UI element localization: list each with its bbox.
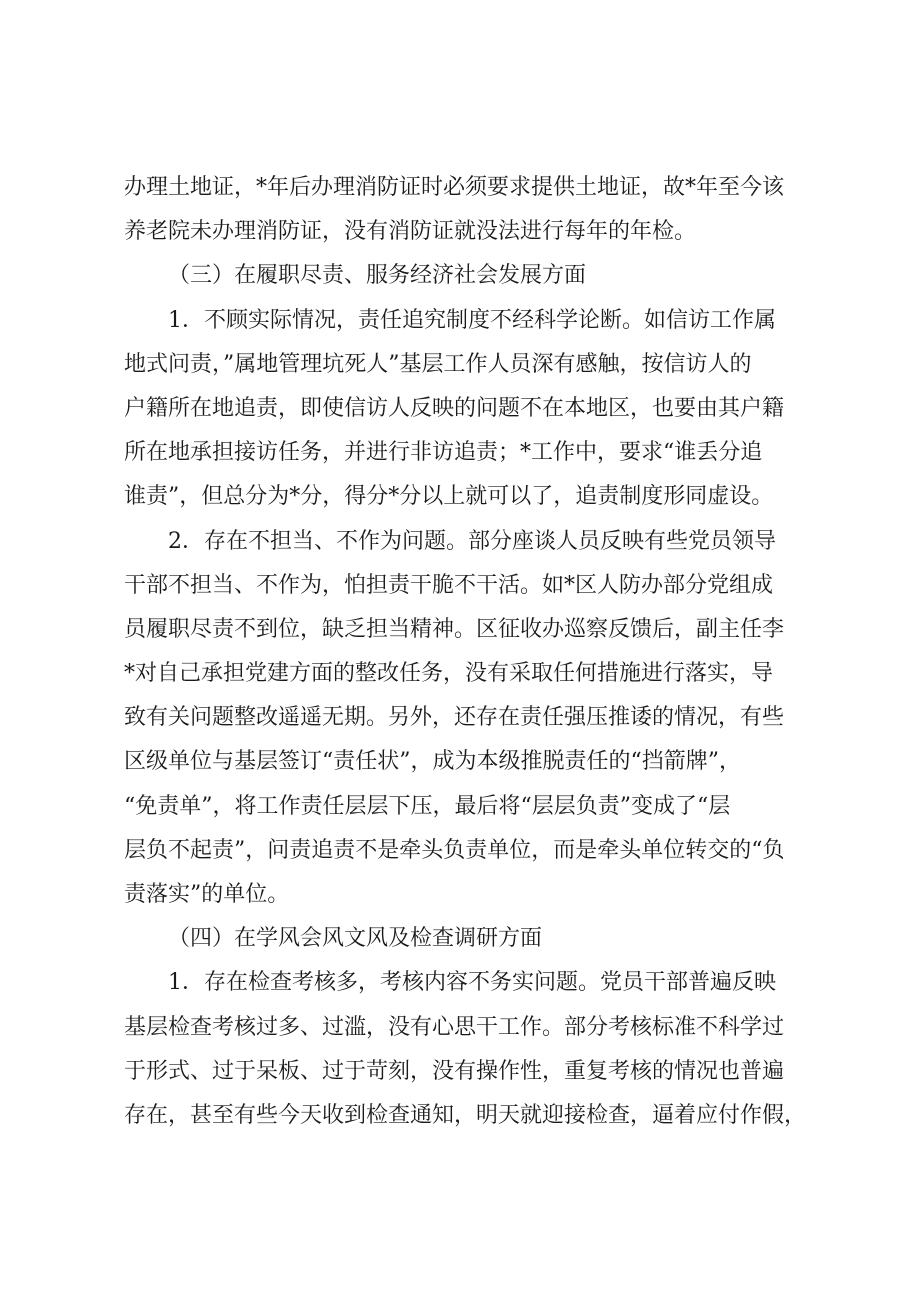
body-line	[124, 652, 824, 696]
section-heading-4	[124, 917, 824, 961]
heading-text: （四）在学风会风文风及检查调研方面	[168, 926, 543, 952]
paragraph-first-line	[124, 299, 824, 343]
body-line	[124, 343, 824, 387]
line-text: 地式问责，”属地管理坑死人”基层工作人员深有感触，按信访人的	[124, 351, 752, 377]
body-line	[124, 166, 824, 210]
line-text: 员履职尽责不到位，缺乏担当精神。区征收办巡察反馈后，副主任李	[124, 616, 785, 642]
section-heading-3	[124, 254, 824, 298]
line-text: 区级单位与基层签订“责任状”，成为本级推脱责任的“挡箭牌”，	[124, 749, 741, 775]
body-line	[124, 873, 824, 917]
line-text: 所在地承担接访任务，并进行非访追责；*工作中，要求“谁丢分追	[124, 440, 763, 466]
body-line	[124, 1006, 824, 1050]
body-line	[124, 564, 824, 608]
document-body	[124, 166, 824, 1138]
paragraph-first-line	[124, 520, 824, 564]
line-text: 1．不顾实际情况，责任追究制度不经科学论断。如信访工作属	[168, 307, 776, 333]
body-line	[124, 696, 824, 740]
line-text: 干部不担当、不作为，怕担责干脆不干活。如*区人防办部分党组成	[124, 572, 774, 598]
body-line	[124, 829, 824, 873]
body-line	[124, 1050, 824, 1094]
line-text: 存在，甚至有些今天收到检查通知，明天就迎接检查，逼着应付作假，	[124, 1102, 807, 1128]
body-line	[124, 210, 824, 254]
line-text: “免责单”，将工作责任层层下压，最后将“层层负责”变成了“层	[124, 793, 731, 819]
line-text: 办理土地证，*年后办理消防证时必须要求提供土地证，故*年至今该	[124, 175, 785, 200]
line-text: 谁责”，但总分为*分，得分*分以上就可以了，追责制度形同虚设。	[124, 484, 774, 510]
heading-text: （三）在履职尽责、服务经济社会发展方面	[168, 263, 587, 289]
body-line	[124, 387, 824, 431]
body-line	[124, 431, 824, 475]
line-text: *对自己承担党建方面的整改任务，没有采取任何措施进行落实，导	[124, 661, 774, 687]
line-text: 基层检查考核过多、过滥，没有心思干工作。部分考核标准不科学过	[124, 1014, 785, 1040]
paragraph-first-line	[124, 961, 824, 1005]
line-text: 2．存在不担当、不作为问题。部分座谈人员反映有些党员领导	[168, 528, 776, 554]
body-line	[124, 785, 824, 829]
line-text: 户籍所在地追责，即使信访人反映的问题不在本地区，也要由其户籍	[124, 395, 785, 421]
line-text: 责落实”的单位。	[124, 882, 290, 907]
line-text: 1．存在检查考核多，考核内容不务实问题。党员干部普遍反映	[168, 970, 776, 996]
body-line	[124, 740, 824, 784]
line-text: 致有关问题整改遥遥无期。另外，还存在责任强压推诿的情况，有些	[124, 705, 785, 731]
line-text: 于形式、过于呆板、过于苛刻，没有操作性，重复考核的情况也普遍	[124, 1058, 785, 1084]
line-text: 层负不起责”，问责追责不是牵头负责单位，而是牵头单位转交的“负	[124, 837, 785, 863]
body-line	[124, 1094, 824, 1138]
body-line	[124, 475, 824, 519]
line-text: 养老院未办理消防证，没有消防证就没法进行每年的年检。	[124, 219, 697, 245]
body-line	[124, 608, 824, 652]
